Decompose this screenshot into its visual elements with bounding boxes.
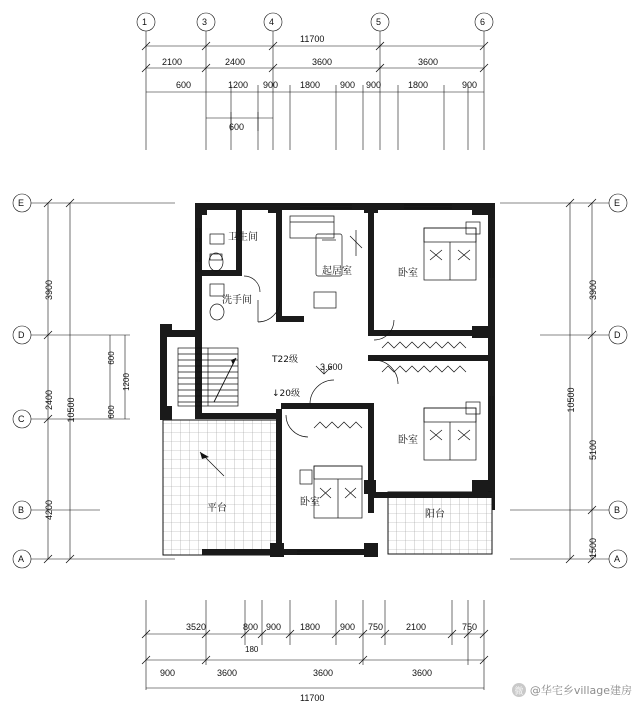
dim-bot2-1: 900 [160,668,176,678]
dim-left-small-2: 1200 [122,373,131,391]
room-label-washroom: 洗手间 [222,295,252,306]
dim-bot1-8: 750 [462,622,478,632]
annotation-stair-up: T22级 [272,355,298,365]
dim-bot1-2: 800 [243,622,259,632]
dim-bot2-3: 3600 [313,668,334,678]
dim-left-small-3: 600 [107,405,116,419]
dim-bot1-7: 2100 [406,622,427,632]
grid-mark-A-left: A [18,554,25,564]
room-label-terrace: 平台 [207,503,227,514]
room-label-bedroom-2: 卧室 [398,435,418,446]
room-label-bedroom-1: 卧室 [398,268,418,279]
grid-mark-5: 5 [376,17,382,27]
dim-right-3900: 3900 [588,279,598,301]
grid-mark-D-left: D [18,330,25,340]
watermark-text: @华宅乡village建房 [529,684,632,697]
room-label-balcony: 阳台 [425,509,445,520]
dim-top2-7: 1800 [408,80,429,90]
dim-bot1-6: 750 [368,622,384,632]
dim-bot1-4: 1800 [300,622,321,632]
annotation-stair-down: ↓20级 [272,389,300,399]
annotation-elevation: 3.600 [320,362,343,372]
dim-left-overall: 10500 [66,397,76,423]
dim-top-overall: 11700 [300,34,325,44]
dim-top3-1: 600 [229,122,245,132]
watermark [512,682,632,698]
grid-mark-6: 6 [480,17,486,27]
grid-mark-4: 4 [269,17,275,27]
dim-top2-1: 600 [176,80,192,90]
dim-top2-6: 900 [366,80,382,90]
grid-mark-E-left: E [18,198,25,208]
grid-mark-A-right: A [614,554,621,564]
dim-top2-8: 900 [462,80,478,90]
room-label-bedroom-3: 卧室 [300,497,320,508]
dim-top2-3: 900 [263,80,279,90]
dim-bot2-2: 3600 [217,668,238,678]
dim-top2-2: 1200 [228,80,249,90]
dim-left-4200: 4200 [44,499,54,521]
grid-mark-B-left: B [18,505,25,515]
dim-bot1-1: 3520 [186,622,207,632]
room-label-bathroom: 卫生间 [228,232,258,243]
dim-top-1: 2100 [162,57,183,67]
dim-top2-5: 900 [340,80,356,90]
grid-mark-C-left: C [18,414,25,424]
dim-right-5100: 5100 [588,439,598,461]
grid-mark-1: 1 [142,17,148,27]
dim-bot1-5: 900 [340,622,356,632]
dim-left-3900: 3900 [44,279,54,301]
grid-mark-3: 3 [202,17,208,27]
grid-mark-B-right: B [614,505,621,515]
dim-left-small-1: 600 [107,351,116,365]
dim-left-2400: 2400 [44,389,54,411]
dim-bot2-4: 3600 [412,668,433,678]
room-label-living: 起居室 [322,266,352,277]
dim-right-overall: 10500 [566,387,576,413]
weibo-icon: 微 [512,683,526,697]
dim-right-1500: 1500 [588,537,598,559]
dim-bottom-overall: 11700 [300,693,325,703]
grid-mark-E-right: E [614,198,621,208]
dim-bot1-180: 180 [245,645,259,654]
dim-top-4: 3600 [418,57,439,67]
dim-top2-4: 1800 [300,80,321,90]
dim-top-2: 2400 [225,57,246,67]
dim-top-3: 3600 [312,57,333,67]
grid-mark-D-right: D [614,330,621,340]
dim-bot1-3: 900 [266,622,282,632]
